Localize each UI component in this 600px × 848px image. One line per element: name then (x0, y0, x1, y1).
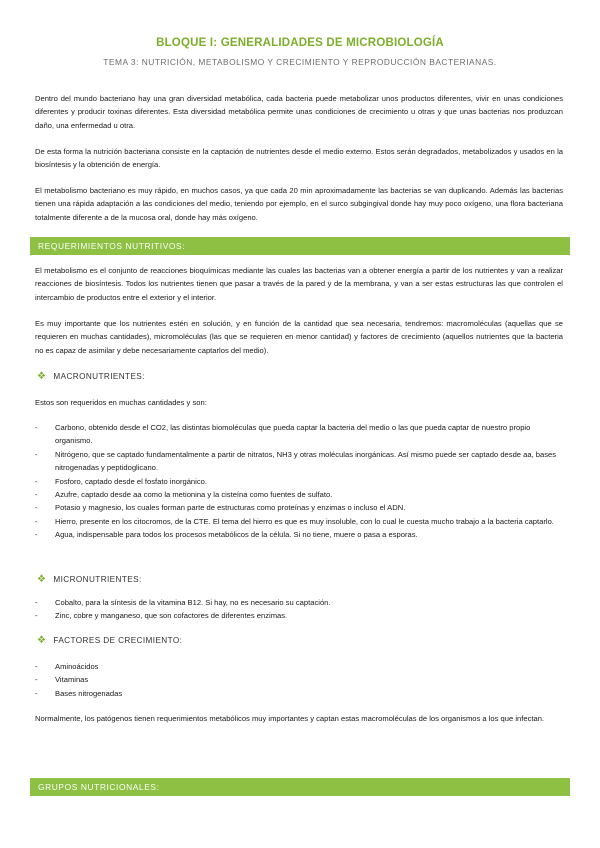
section-heading-grupos-nutricionales: GRUPOS NUTRICIONALES: (30, 778, 570, 796)
macronutrientes-lead: Estos son requeridos en muchas cantidades y son: (35, 398, 207, 407)
diamond-bullet-icon: ❖ (37, 371, 47, 382)
subheading-factores-crecimiento (37, 635, 182, 646)
intro-paragraph-3: El metabolismo bacteriano es muy rápido, en muchos casos, ya que cada 20 min aproximadamente las bacterias se van duplicando. Además las bacterias tienen una rápida adaptación a las condiciones del medio, teniendo por ejemplo, en el surco subgingival donde hay muy poco oxígeno, una flora bacteriana totalmente diferente a de la mucosa oral, donde hay más oxígeno. (35, 186, 563, 222)
list-item: - Cobalto, para la síntesis de la vitamina B12. Si hay, no es necesario su captación. (35, 598, 331, 607)
list-item: - Zinc, cobre y manganeso, que son cofactores de diferentes enzimas. (35, 611, 288, 621)
subheading-macronutrientes-label: MACRONUTRIENTES: (53, 372, 145, 381)
list-item: - Hierro, presente en los citocromos, de la CTE. El tema del hierro es que es muy insoluble, con lo cual le cuesta mucho trabajo a la bacteria captarlo. (35, 516, 554, 526)
subheading-factores-label: FACTORES DE CRECIMIENTO: (53, 636, 183, 645)
macronutrientes-list (35, 421, 565, 542)
list-item: - Bases nitrogenadas (35, 688, 123, 698)
list-item: - Agua, indispensable para todos los procesos metabólicos de la célula. Si no tiene, muere o pasa a esporas. (35, 530, 418, 540)
intro-paragraph-1: Dentro del mundo bacteriano hay una gran diversidad metabólica, cada bacteria puede metabolizar unos productos diferentes, vivir en unas condiciones diferentes y producir toxinas diferentes. Esta diversidad metabólica permite unas condiciones de crecimiento u otras y que unas bacterias nos produzcan daño, una enfermedad u otra. (35, 94, 563, 130)
section-heading-requerimientos: REQUERIMIENTOS NUTRITIVOS: (30, 237, 570, 255)
section1-closing-paragraph: Normalmente, los patógenos tienen requerimientos metabólicos muy importantes y captan estas macromoléculas de los organismos a los que infectan. (35, 714, 545, 723)
diamond-bullet-icon: ❖ (37, 574, 47, 585)
list-item: - Vitaminas (35, 675, 89, 685)
document-subtitle: TEMA 3: NUTRICIÓN, METABOLISMO Y CRECIMIENTO Y REPRODUCCIÓN BACTERIANAS. (103, 57, 497, 67)
document-title: BLOQUE I: GENERALIDADES DE MICROBIOLOGÍA (156, 37, 444, 49)
list-item: - Carbono, obtenido desde el CO2, las distintas biomoléculas que pueda captar la bacteria del medio o las que pueda captar de nuestro propio organismo. (35, 423, 531, 446)
list-item: - Aminoácidos (35, 662, 99, 671)
micronutrientes-list (35, 596, 565, 623)
intro-paragraph-2: De esta forma la nutrición bacteriana consiste en la captación de nutrientes desde el medio externo. Estos serán degradados, metabolizados y usados en la biosíntesis y la obtención de energía. (35, 147, 563, 170)
section1-paragraph-1: El metabolismo es el conjunto de reacciones bioquímicas mediante las cuales las bacterias van a obtener energía a partir de los nutrientes y van a realizar reacciones de biosíntesis. Todos los nutrientes tienen que pasar a través de la pared y de la membrana, y van a ser estas estructuras las que controlen el intercambio de productos entre el exterior y el interior. (35, 266, 563, 302)
subheading-micronutrientes (37, 574, 142, 585)
list-item: - Potasio y magnesio, los cuales forman parte de estructuras como proteínas y enzimas o incluso el ADN. (35, 503, 406, 513)
list-item: - Azufre, captado desde aa como la metionina y la cisteína como fuentes de sulfato. (35, 490, 333, 500)
subheading-micronutrientes-label: MICRONUTRIENTES: (53, 575, 142, 584)
factores-crecimiento-list (35, 660, 565, 700)
section1-paragraph-2: Es muy importante que los nutrientes estén en solución, y en función de la cantidad que sea necesaria, tendremos: macromoléculas (aquellas que se requieren en muchas cantidades), micromoléculas (las que se requieren en menor cantidad) y factores de crecimiento (aquellos nutrientes que la bacteria no es capaz de asimilar y debe necesariamente captarlos del medio). (35, 319, 563, 355)
diamond-bullet-icon: ❖ (37, 635, 47, 646)
list-item: - Fosforo, captado desde el fosfato inorgánico. (35, 476, 207, 486)
subheading-macronutrientes (37, 371, 145, 382)
list-item: - Nitrógeno, que se captado fundamentalmente a partir de nitratos, NH3 y otras moléculas inorgánicas. Así mismo puede ser captado desde aa, bases nitrogenadas y peptidoglicano. (35, 449, 557, 473)
